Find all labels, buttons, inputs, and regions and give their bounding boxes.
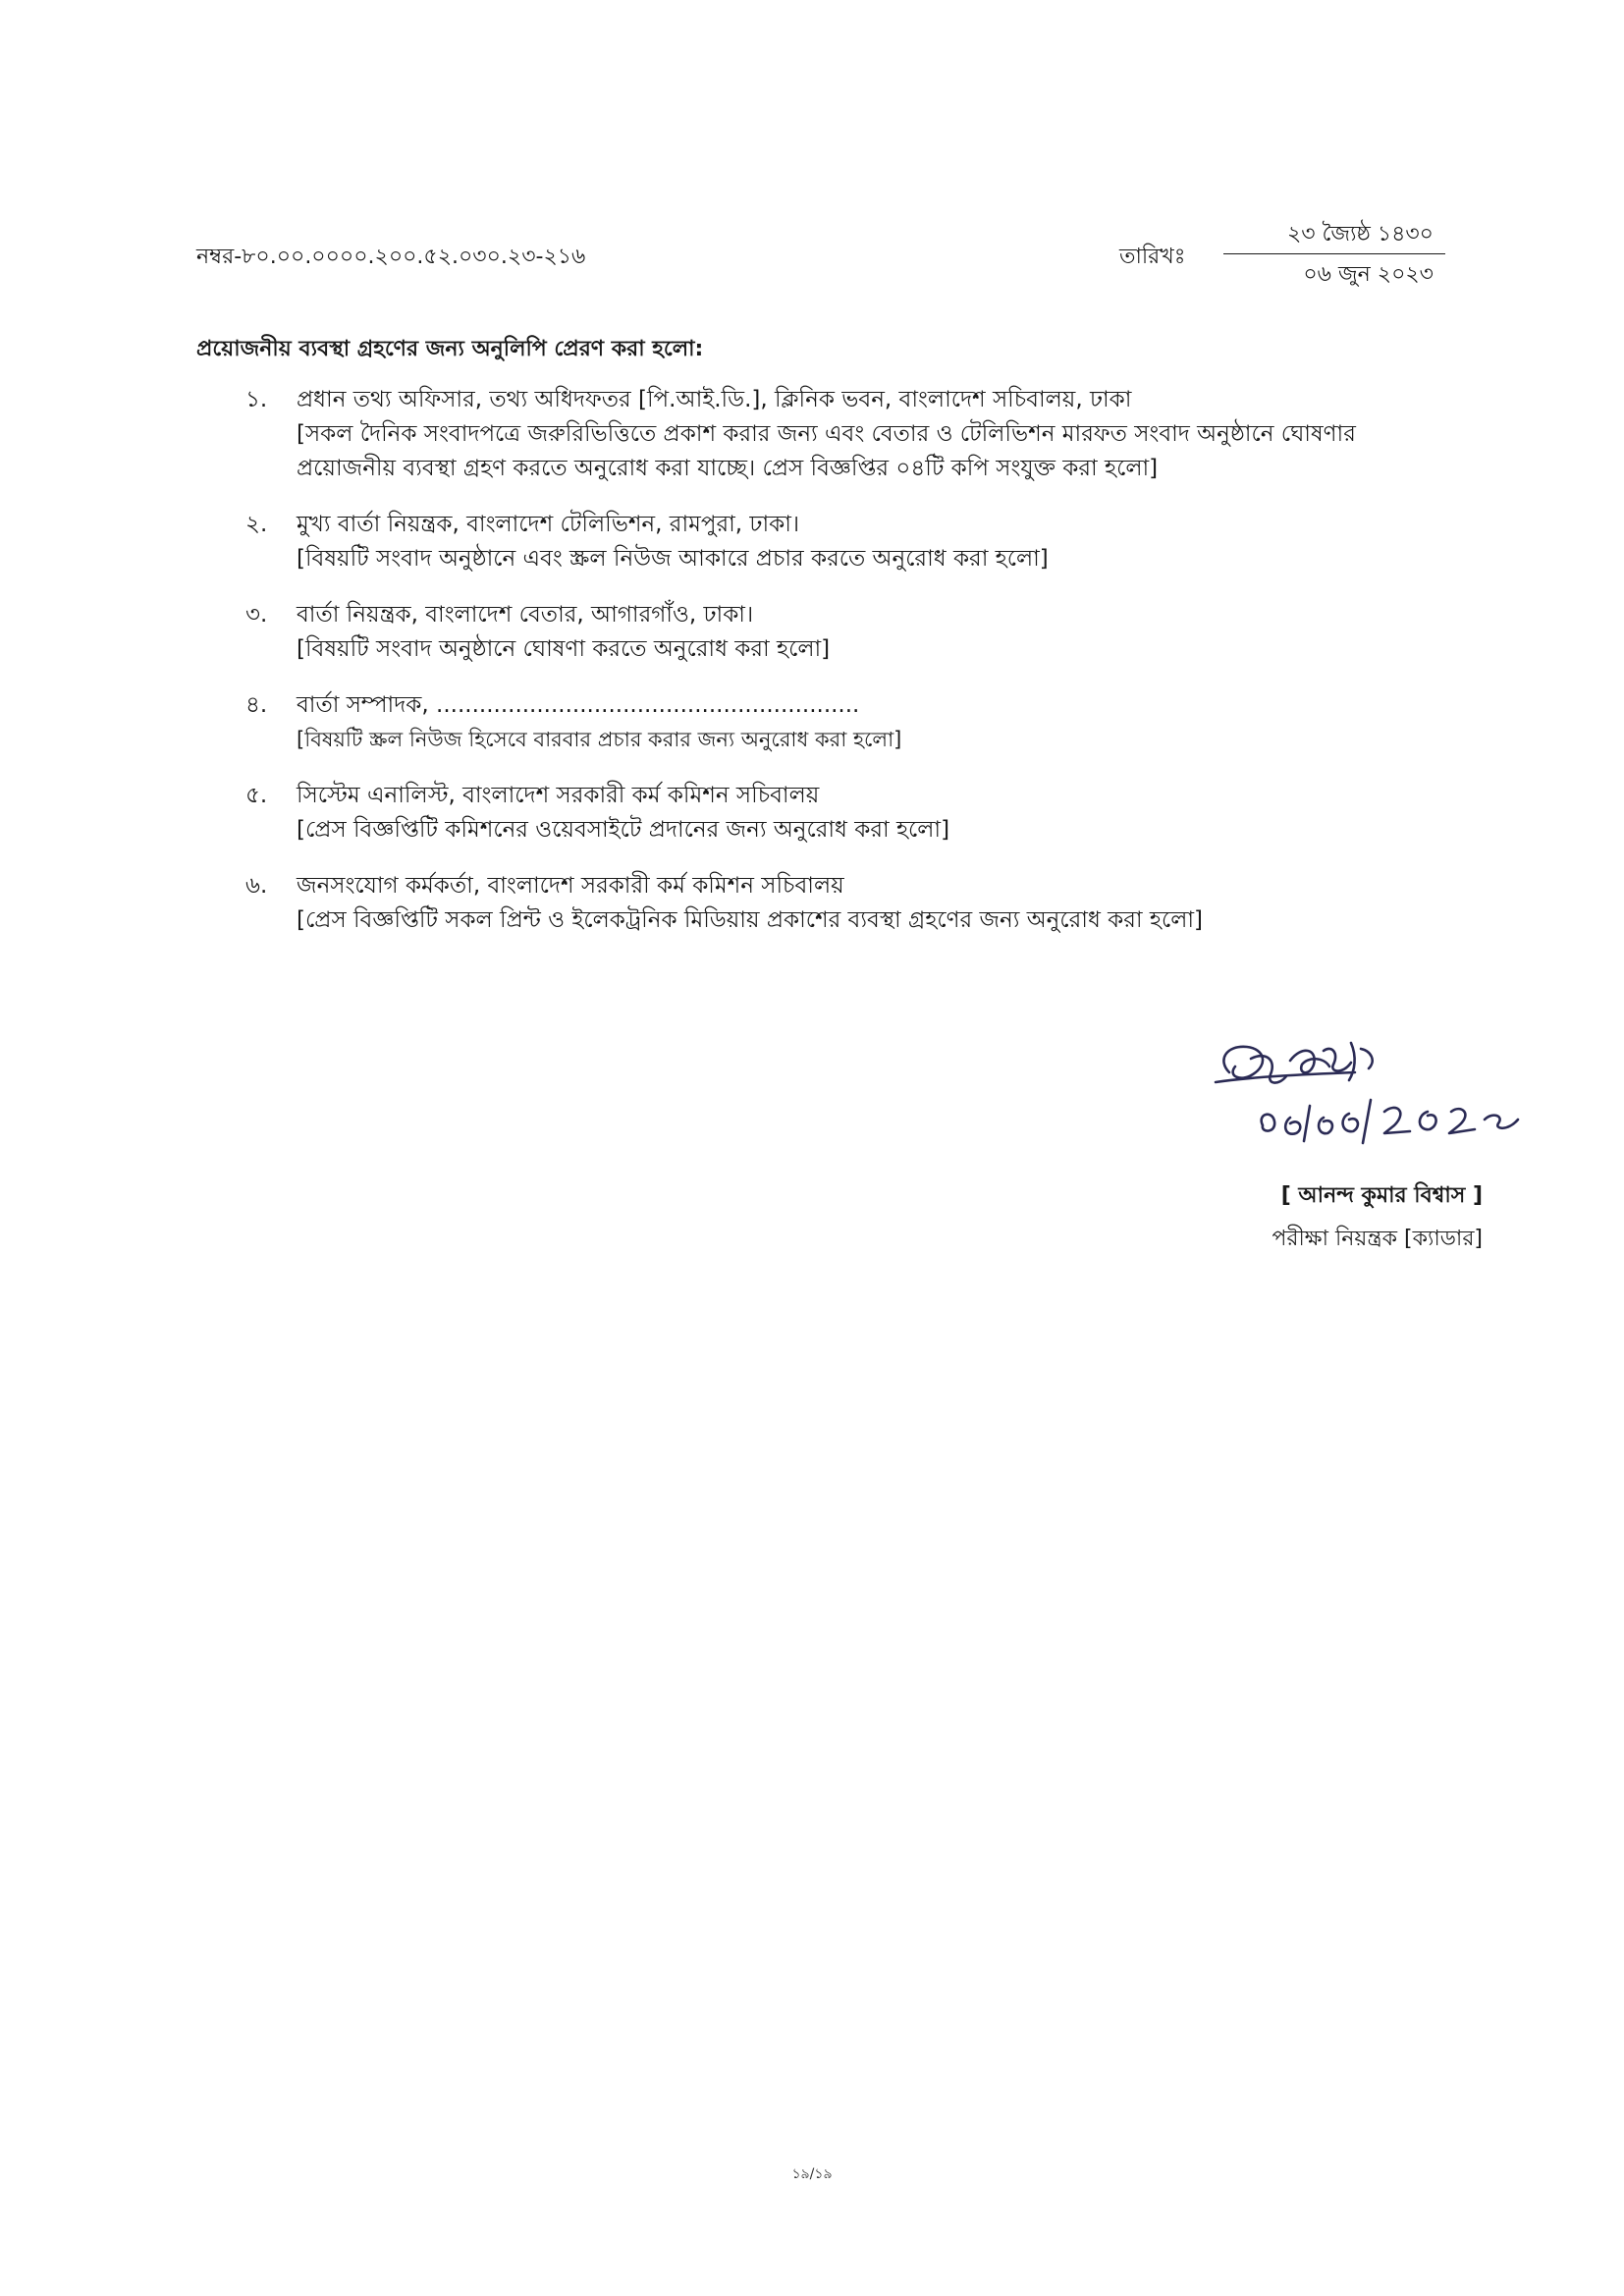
item-note: [প্রেস বিজ্ঞপ্তিটি সকল প্রিন্ট ও ইলেকট্রনিক মিডিয়ায় প্রকাশের ব্যবস্থা গ্রহণের জন্য অনুরোধ করা হলো] <box>297 907 1203 933</box>
distribution-list <box>245 383 1404 959</box>
item-number: ১. <box>245 387 268 412</box>
date-divider <box>1223 253 1445 254</box>
list-item <box>245 383 1404 486</box>
item-recipient: বার্তা সম্পাদক, ........................................................... <box>297 692 860 718</box>
item-number: ৫. <box>245 783 268 808</box>
memo-number: নম্বর-৮০.০০.০০০০.২০০.৫২.০৩০.২৩-২১৬ <box>196 245 586 269</box>
item-recipient: মুখ্য বার্তা নিয়ন্ত্রক, বাংলাদেশ টেলিভিশন, রামপুরা, ঢাকা। <box>297 512 800 537</box>
page-number: ১৯/১৯ <box>791 2166 833 2182</box>
item-recipient: সিস্টেম এনালিস্ট, বাংলাদেশ সরকারী কর্ম কমিশন সচিবালয় <box>297 783 820 808</box>
handwritten-signature <box>1208 1031 1581 1169</box>
date-label: তারিখঃ <box>1119 245 1186 269</box>
copy-distribution-heading: প্রয়োজনীয় ব্যবস্থা গ্রহণের জন্য অনুলিপি প্রেরণ করা হলো: <box>196 337 704 361</box>
date-block <box>1223 218 1445 292</box>
signatory-name: [ আনন্দ কুমার বিশ্বাস ] <box>1280 1183 1483 1208</box>
list-item <box>245 688 1404 757</box>
list-item <box>245 869 1404 938</box>
list-item <box>245 598 1404 667</box>
item-number: ২. <box>245 512 268 537</box>
item-note: [বিষয়টি সংবাদ অনুষ্ঠানে ঘোষণা করতে অনুরোধ করা হলো] <box>297 636 831 662</box>
item-recipient: জনসংযোগ কর্মকর্তা, বাংলাদেশ সরকারী কর্ম কমিশন সচিবালয় <box>297 873 844 899</box>
item-recipient: প্রধান তথ্য অফিসার, তথ্য অধিদফতর [পি.আই.ডি.], ক্লিনিক ভবন, বাংলাদেশ সচিবালয়, ঢাকা <box>297 387 1132 412</box>
date-english: ০৬ জুন ২০২৩ <box>1303 262 1434 287</box>
item-note: [সকল দৈনিক সংবাদপত্রে জরুরিভিত্তিতে প্রকাশ করার জন্য এবং বেতার ও টেলিভিশন মারফত সংবাদ অনুষ্ঠানে ঘোষণার প্রয়োজনীয় ব্যবস্থা গ্রহণ করতে অনুরোধ করা যাচ্ছে। প্রেস বিজ্ঞপ্তির ০৪টি কপি সংযুক্ত করা হলো] <box>297 421 1356 481</box>
item-note: [বিষয়টি স্ক্রল নিউজ হিসেবে বারবার প্রচার করার জন্য অনুরোধ করা হলো] <box>297 728 902 751</box>
item-note: [প্রেস বিজ্ঞপ্তিটি কমিশনের ওয়েবসাইটে প্রদানের জন্য অনুরোধ করা হলো] <box>297 817 950 843</box>
item-note: [বিষয়টি সংবাদ অনুষ্ঠানে এবং স্ক্রল নিউজ আকারে প্রচার করতে অনুরোধ করা হলো] <box>297 546 1049 572</box>
date-bangla: ২৩ জ্যৈষ্ঠ ১৪৩০ <box>1286 222 1434 246</box>
item-number: ৬. <box>245 873 268 899</box>
signatory-designation: পরীক্ষা নিয়ন্ত্রক [ক্যাডার] <box>1272 1227 1483 1251</box>
item-number: ৩. <box>245 602 268 628</box>
item-number: ৪. <box>245 692 268 718</box>
item-recipient: বার্তা নিয়ন্ত্রক, বাংলাদেশ বেতার, আগারগাঁও, ঢাকা। <box>297 602 754 628</box>
list-item <box>245 508 1404 576</box>
list-item <box>245 779 1404 847</box>
